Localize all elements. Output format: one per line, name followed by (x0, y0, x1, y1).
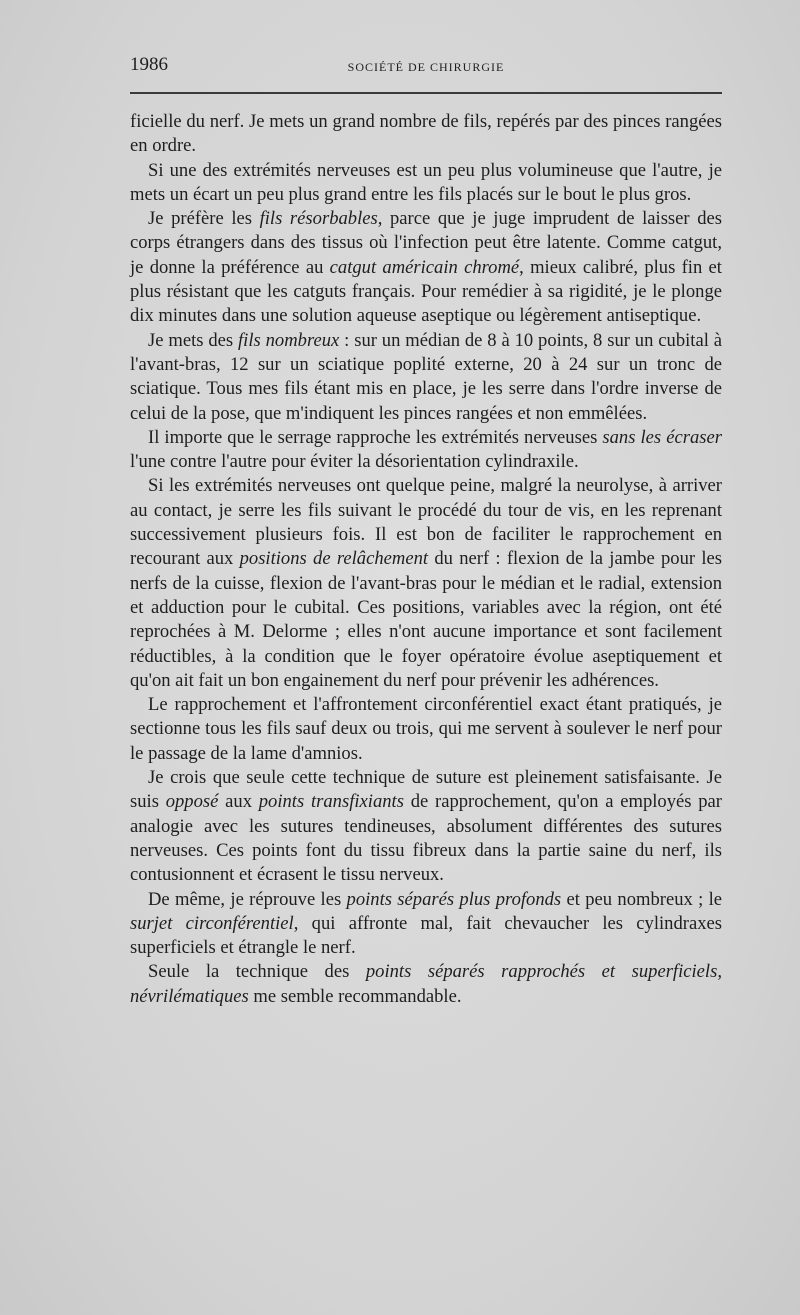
italic-phrase: positions de relâchement (239, 548, 429, 570)
italic-phrase: fils nombreux (238, 329, 340, 351)
italic-phrase: points séparés plus profonds (346, 888, 562, 910)
header-rule (130, 92, 722, 94)
italic-phrase: sans les écraser (602, 426, 722, 448)
text-run: ficielle du nerf. Je mets un grand nombre de fils, repérés par des pinces rangées en ordre. (130, 111, 722, 157)
text-run: De même, je réprouve les (148, 888, 347, 910)
italic-phrase: points transfixiants (258, 791, 404, 813)
text-run: et peu nombreux ; le (561, 888, 723, 910)
page-header (130, 54, 722, 84)
paragraph (130, 474, 722, 693)
text-run: de rapprochement, qu'on a employés par analogie avec les sutures tendineuses, absolument différentes des sutures nerveuses. Ces points font du tissu fibreux dans la partie saine du nerf, ils contusionnent et écrasent le tissu nerveux. (130, 791, 722, 886)
text-run: Le rapprochement et l'affrontement circonférentiel exact étant pratiqués, je sectionne tous les fils sauf deux ou trois, qui me servent à soulever le nerf pour le passage de la lame d'amnios. (130, 694, 722, 764)
paragraph (130, 888, 722, 961)
paragraph (130, 159, 722, 208)
italic-phrase: fils résorbables (259, 208, 378, 230)
text-run: Si les extrémités nerveuses ont quelque peine, malgré la neurolyse, à arriver au contact, je serre les fils suivant le procédé du tour de vis, en les reprenant successivement plusieurs fois. Il est bon de faciliter le rapprochement en recourant aux (130, 475, 722, 570)
text-run: me semble recommandable. (248, 985, 462, 1007)
text-run: Je mets des (148, 329, 239, 351)
text-run: Je crois que seule cette technique de suture est pleinement satisfaisante. Je suis (130, 767, 722, 813)
italic-phrase: opposé (165, 791, 219, 813)
text-run: Je préfère les (148, 208, 260, 230)
text-run: du nerf : flexion de la jambe pour les nerfs de la cuisse, flexion de l'avant-bras pour le médian et le radial, extension et adduction pour le cubital. Ces positions, variables avec la région, ont été reprochées à M. Delorme ; elles n'ont aucune importance et sont facilement réductibles, à la condition que le foyer opératoire évolue aseptiquement et qu'on ait fait un bon engainement du nerf pour prévenir les adhérences. (130, 548, 722, 691)
body-text (130, 110, 722, 1009)
italic-phrase: catgut américain chromé (329, 256, 520, 278)
text-run: Il importe que le serrage rapproche les extrémités nerveuses (148, 426, 603, 448)
text-run: l'une contre l'autre pour éviter la désorientation cylindraxile. (130, 451, 579, 473)
italic-phrase: surjet circonférentiel (130, 912, 294, 934)
paragraph (130, 766, 722, 887)
text-run: , qui affronte mal, fait chevaucher les cylindraxes superficiels et étrangle le nerf. (130, 912, 723, 959)
italic-phrase: points séparés rapprochés et superficiels, névrilématiques (130, 961, 722, 1007)
text-run: Seule la technique des (148, 961, 366, 983)
text-run: , parce que je juge imprudent de laisser des corps étrangers dans des tissus où l'infection peut être latente. Comme catgut, je donne la préférence au (130, 208, 722, 278)
text-run: , mieux calibré, plus fin et plus résistant que les catguts français. Pour remédier à sa rigidité, je le plonge dix minutes dans une solution aqueuse aseptique ou légèrement antiseptique. (130, 256, 722, 327)
page-number: 1986 (130, 54, 168, 75)
paragraph (130, 693, 722, 766)
paragraph (130, 329, 722, 426)
paragraph (130, 960, 722, 1009)
text-run: Si une des extrémités nerveuses est un peu plus volumineuse que l'autre, je mets un écart un peu plus grand entre les fils placés sur le bout le plus gros. (130, 159, 722, 205)
text-run: : sur un médian de 8 à 10 points, 8 sur un cubital à l'avant-bras, 12 sur un sciatique poplité externe, 20 à 24 sur un tronc de sciatique. Tous mes fils étant mis en place, je les serre dans l'ordre inverse de celui de la pose, que m'indiquent les pinces rangées et non emmêlées. (130, 329, 722, 424)
paragraph (130, 110, 722, 159)
running-title: SOCIÉTÉ DE CHIRURGIE (347, 60, 505, 74)
text-run: aux (218, 791, 259, 813)
paragraph (130, 426, 722, 475)
paragraph (130, 207, 722, 328)
